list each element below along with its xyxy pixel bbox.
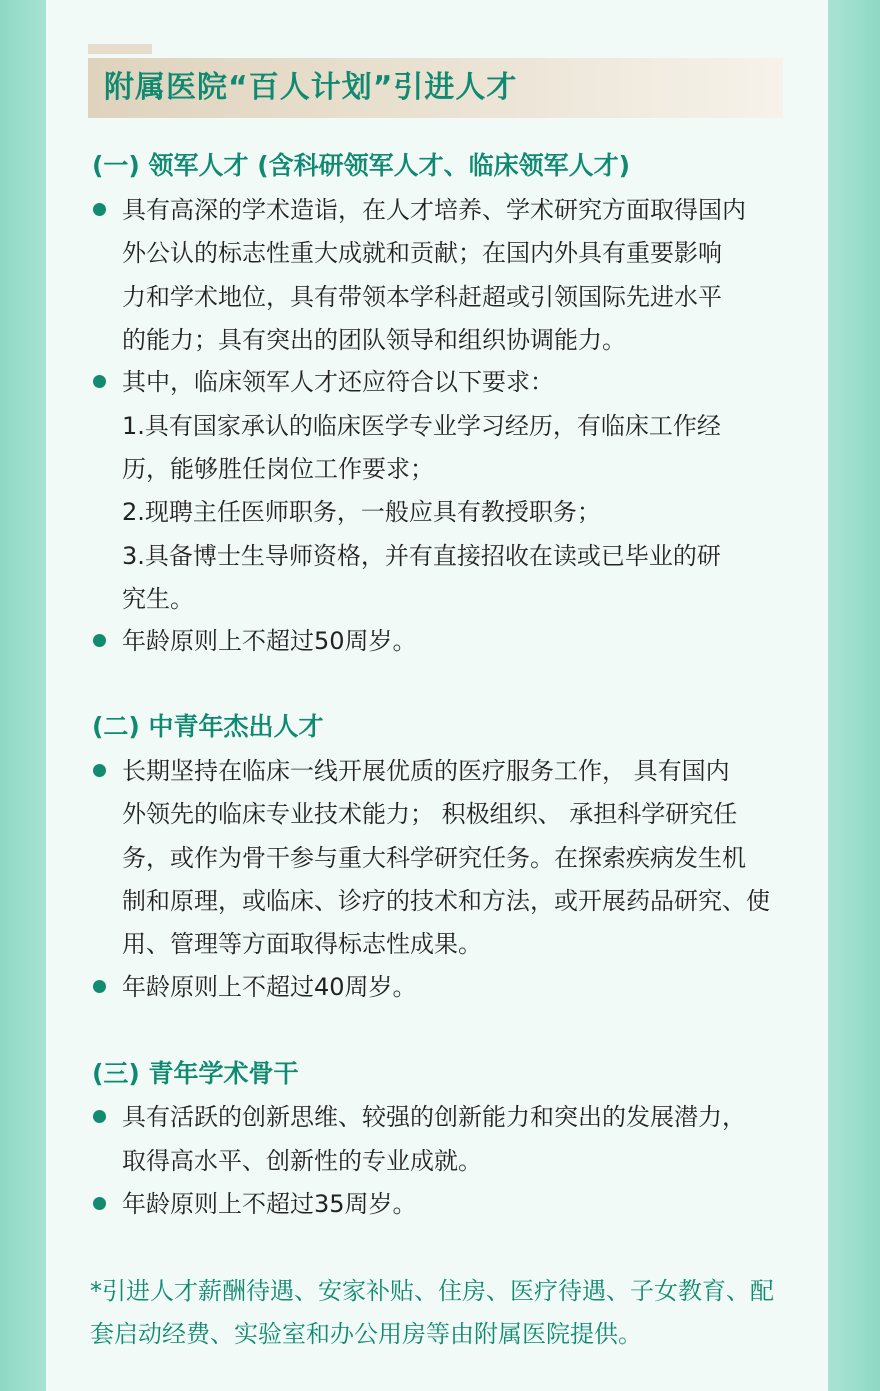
text-line: 用、管理等方面取得标志性成果。 bbox=[122, 930, 482, 958]
text-line: 制和原理，或临床、诊疗的技术和方法，或开展药品研究、使 bbox=[122, 887, 770, 915]
bullet-dot bbox=[93, 980, 106, 993]
footnote-line: 套启动经费、实验室和办公用房等由附属医院提供。 bbox=[90, 1320, 642, 1348]
bullet-dot bbox=[93, 634, 106, 647]
title-tab-decoration bbox=[88, 44, 152, 54]
text-line: 具有活跃的创新思维、较强的创新能力和突出的发展潜力， bbox=[122, 1103, 746, 1131]
text-line: 年龄原则上不超过35周岁。 bbox=[122, 1190, 417, 1218]
text-line: 其中，临床领军人才还应符合以下要求： bbox=[122, 368, 554, 396]
text-line: 年龄原则上不超过40周岁。 bbox=[122, 973, 417, 1001]
text-line: 取得高水平、创新性的专业成就。 bbox=[122, 1147, 482, 1175]
text-line: 年龄原则上不超过50周岁。 bbox=[122, 627, 417, 655]
section-heading-young-talent: (二) 中青年杰出人才 bbox=[92, 712, 324, 741]
bullet-dot bbox=[93, 203, 106, 216]
text-line: 历，能够胜任岗位工作要求； bbox=[122, 455, 434, 483]
text-line: 1.具有国家承认的临床医学专业学习经历，有临床工作经 bbox=[122, 412, 721, 440]
text-line: 3.具备博士生导师资格，并有直接招收在读或已毕业的研 bbox=[122, 542, 721, 570]
page-title: 附属医院“百人计划”引进人才 bbox=[104, 70, 518, 105]
bullet-dot bbox=[93, 1110, 106, 1123]
text-line: 力和学术地位，具有带领本学科赶超或引领国际先进水平 bbox=[122, 283, 722, 311]
text-line: 长期坚持在临床一线开展优质的医疗服务工作， 具有国内 bbox=[122, 757, 730, 785]
text-line: 具有高深的学术造诣，在人才培养、学术研究方面取得国内 bbox=[122, 196, 746, 224]
text-line: 2.现聘主任医师职务，一般应具有教授职务； bbox=[122, 498, 601, 526]
section-heading-academic-backbone: (三) 青年学术骨干 bbox=[92, 1059, 299, 1088]
bullet-dot bbox=[93, 1197, 106, 1210]
footnote-line: *引进人才薪酬待遇、安家补贴、住房、医疗待遇、子女教育、配 bbox=[90, 1277, 774, 1305]
bullet-dot bbox=[93, 764, 106, 777]
section-heading-leading-talent: (一) 领军人才 (含科研领军人才、临床领军人才) bbox=[92, 151, 631, 180]
text-line: 究生。 bbox=[122, 585, 194, 613]
text-line: 务，或作为骨干参与重大科学研究任务。在探索疾病发生机 bbox=[122, 844, 746, 872]
text-line: 外领先的临床专业技术能力； 积极组织、 承担科学研究任 bbox=[122, 800, 738, 828]
text-line: 的能力；具有突出的团队领导和组织协调能力。 bbox=[122, 326, 626, 354]
bullet-dot bbox=[93, 375, 106, 388]
text-line: 外公认的标志性重大成就和贡献；在国内外具有重要影响 bbox=[122, 239, 722, 267]
